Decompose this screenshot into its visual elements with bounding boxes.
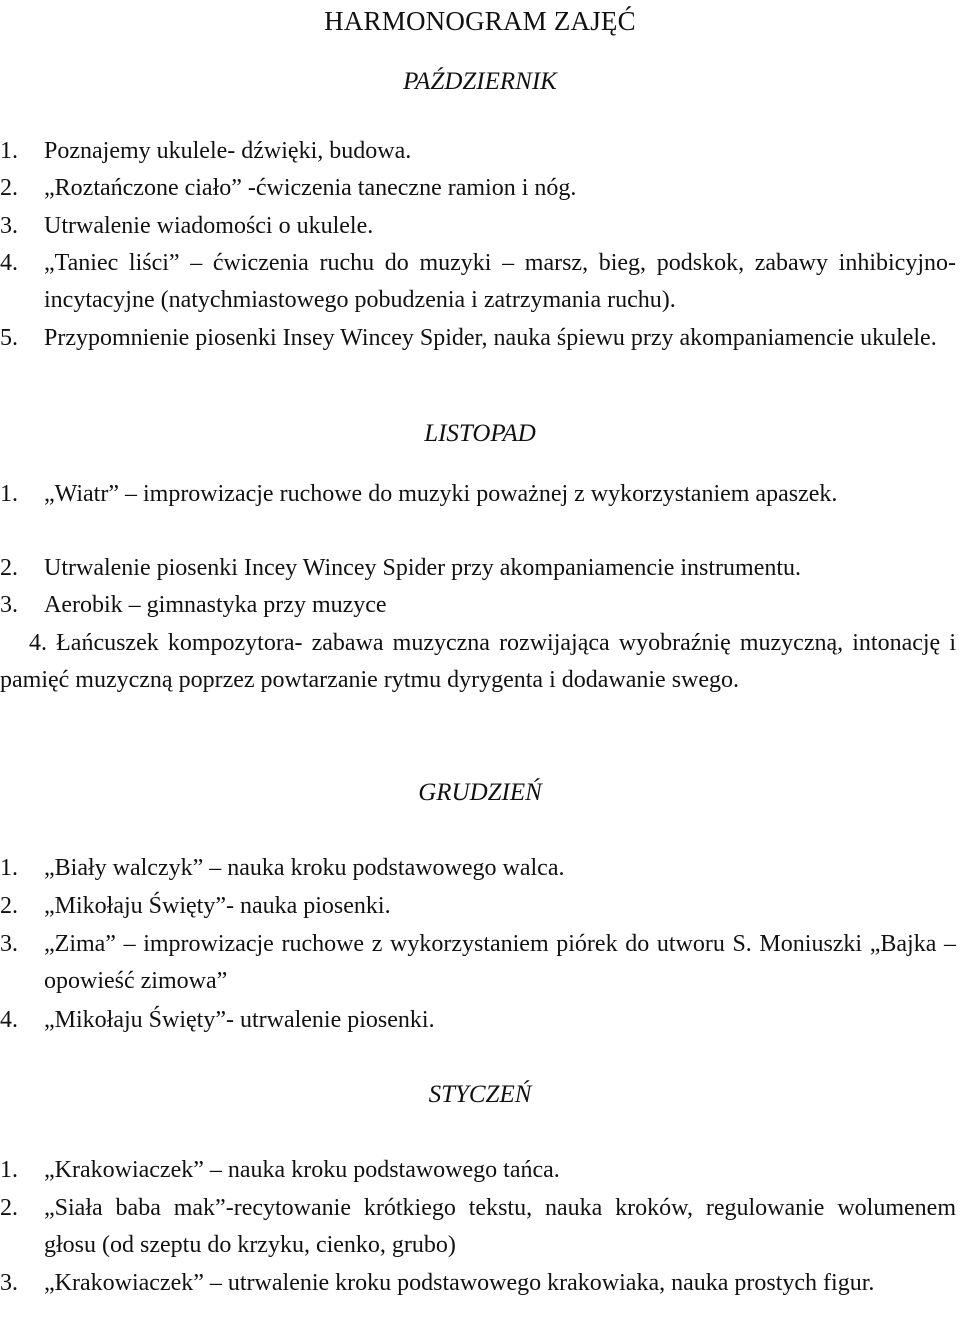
item-number: 1. [0, 1157, 18, 1183]
list-item [0, 476, 956, 513]
item-text: „Krakowiaczek” – nauka kroku podstawowego tańca. [44, 1157, 560, 1183]
item-text: Aerobik – gimnastyka przy muzyce [44, 592, 387, 618]
item-number: 1. [0, 138, 18, 164]
item-number: 2. [0, 175, 18, 201]
list-item [0, 1002, 940, 1039]
list-item [0, 1152, 940, 1189]
item-text: Utrwalenie piosenki Incey Wincey Spider przy akompaniamencie instrumentu. [44, 555, 802, 581]
list-item [0, 1190, 956, 1264]
item-text: „Siała baba mak”-recytowanie krótkiego tekstu, nauka kroków, regulowanie wolumenem głosu (od szeptu do krzyku, cienko, grubo) [44, 1195, 956, 1258]
item-text: „Taniec liści” – ćwiczenia ruchu do muzyki – marsz, bieg, podskok, zabawy inhibicyjno-incytacyjne (natychmiastowego pobudzenia i zatrzymania ruchu). [44, 250, 956, 313]
list-item [0, 1265, 956, 1302]
item-number: 4. [29, 630, 47, 656]
document-title: HARMONOGRAM ZAJĘĆ [324, 6, 636, 36]
item-number: 3. [0, 592, 18, 618]
list-item [0, 320, 956, 357]
item-number: 2. [0, 893, 18, 919]
item-number: 1. [0, 855, 18, 881]
item-text: „Zima” – improwizacje ruchowe z wykorzystaniem piórek do utworu S. Moniuszki „Bajka – opowieść zimowa” [44, 931, 956, 994]
item-number: 3. [0, 1270, 18, 1296]
month-heading-october: PAŹDZIERNIK [403, 68, 557, 95]
item-text: „Krakowiaczek” – utrwalenie kroku podstawowego krakowiaka, nauka prostych figur. [44, 1270, 875, 1296]
list-item [0, 550, 956, 587]
item-number: 3. [0, 931, 18, 957]
item-text: Łańcuszek kompozytora- zabawa muzyczna rozwijająca wyobraźnię muzyczną, intonację i pamięć muzyczną poprzez powtarzanie rytmu dyrygenta i dodawanie swego. [0, 630, 956, 693]
list-item [0, 625, 956, 699]
item-number: 2. [0, 1195, 18, 1221]
list-item [0, 926, 956, 1000]
item-number: 3. [0, 213, 18, 239]
list-item [0, 888, 940, 925]
item-number: 2. [0, 555, 18, 581]
month-heading-november: LISTOPAD [424, 420, 536, 447]
item-number: 1. [0, 481, 18, 507]
item-text: „Biały walczyk” – nauka kroku podstawowego walca. [44, 855, 565, 881]
list-item [0, 587, 956, 624]
list-item [0, 208, 940, 245]
item-text: „Roztańczone ciało” -ćwiczenia taneczne ramion i nóg. [44, 175, 577, 201]
list-item [0, 133, 940, 170]
item-text: Utrwalenie wiadomości o ukulele. [44, 213, 374, 239]
item-text: Poznajemy ukulele- dźwięki, budowa. [44, 138, 412, 164]
item-text: „Mikołaju Święty”- utrwalenie piosenki. [44, 1007, 435, 1033]
list-item [0, 245, 956, 319]
list-item [0, 170, 940, 207]
list-item [0, 850, 940, 887]
item-text: „Mikołaju Święty”- nauka piosenki. [44, 893, 391, 919]
item-number: 4. [0, 1007, 18, 1033]
month-heading-january: STYCZEŃ [428, 1081, 532, 1108]
item-number: 5. [0, 325, 18, 351]
item-number: 4. [0, 250, 18, 276]
item-text: Przypomnienie piosenki Insey Wincey Spider, nauka śpiewu przy akompaniamencie ukulele. [44, 325, 937, 351]
month-heading-december: GRUDZIEŃ [418, 779, 542, 806]
item-text: „Wiatr” – improwizacje ruchowe do muzyki poważnej z wykorzystaniem apaszek. [44, 481, 838, 507]
